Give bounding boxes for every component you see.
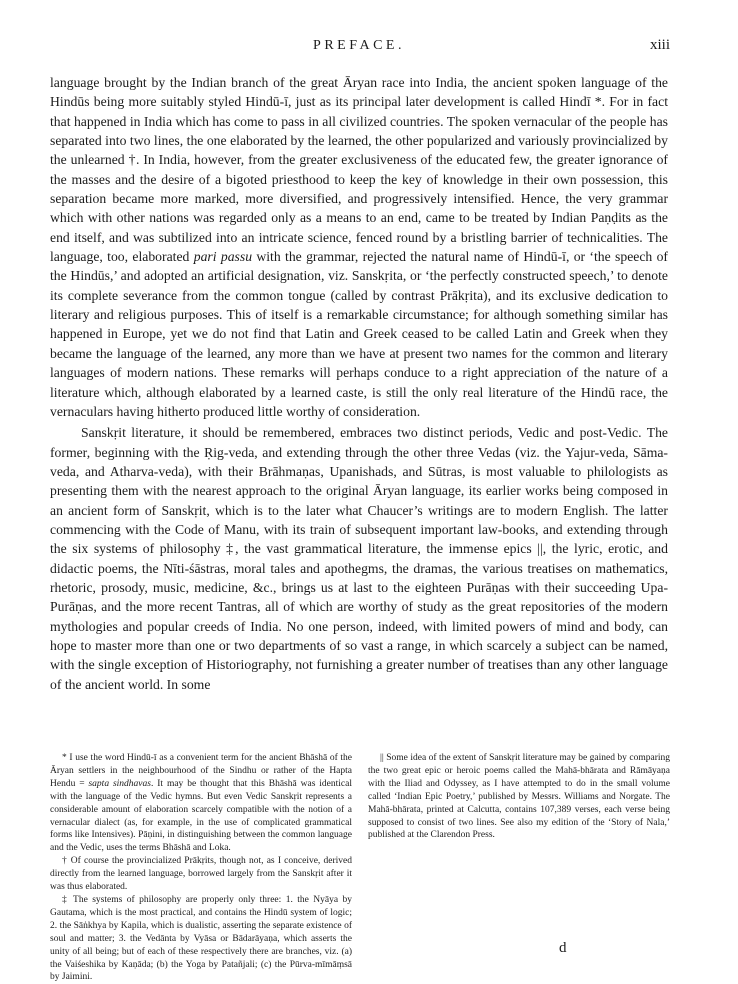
footnote-1-italic: sapta sindhavas [88,778,151,789]
paragraph-1 [50,73,668,421]
paragraph-1-text-a: language brought by the Indian branch of the great Āryan race into India, the ancient spoken language of the Hindūs being more suitably styled Hindū-ī, just as its principal later development is called Hindī *. For in fact that happened in India which has come to pass in all civilized countries. The spoken vernacular of the people has separated into two lines, the one elaborated by the learned, the other popularized and variously provincialized by the unlearned †. In India, however, from the greater exclusiveness of the educated few, the greater ignorance of the masses and the desire of a bigoted priesthood to keep the key of knowledge in their own possession, this separation became more marked, more diversified, and progressively intensified. Hence, the very grammar which with other nations was regarded only as a means to an end, came to be treated by Indian Paṇḍits as the end itself, and was subtilized into an intricate science, fenced round by a bristling barrier of technicalities. The language, too, elaborated [50,75,668,265]
footnote-4: || Some idea of the extent of Sanskṛit literature may be gained by comparing the two great epic or heroic poems called the Mahā-bhārata and Rāmāyaṇa with the Iliad and Odyssey, as I have attempted to do in the small volume called ‘Indian Epic Poetry,’ published by Messrs. Williams and Norgate. The Mahā-bhārata, printed at Calcutta, contains 107,389 verses, each verse being supposed to consist of two lines. See also my edition of the ‘Story of Nala,’ published at the Clarendon Press. [368,753,670,841]
footnote-1-text-b: . It may be thought that this Bhāshā was identical with the language of the Vedic hymns. But even Vedic Sanskṛit represents a considerable amount of elaboration scarcely compatible with the notion of a vernacular dialect (as, for example, in the use of complicated grammatical forms like Intensives). Pāṇini, in distinguishing between the common language and the Vedic, uses the terms Bhāshā and Loka. [50,778,352,854]
page-header [50,38,668,58]
page-number: xiii [649,37,670,53]
paragraph-1-italic: pari passu [193,249,253,265]
paragraph-2: Sanskṛit literature, it should be remembered, embraces two distinct periods, Vedic and post-Vedic. The former, beginning with the Ṛig-veda, and extending through the other three Vedas (viz. the Yajur-veda, Sāma-veda, and Atharva-veda), with their Brāhmaṇas, Upanishads, and Sūtras, is most valuable to philologists as presenting them with the nearest approach to the original Āryan language, its earlier works being composed in an ancient form of Sanskṛit, which is to the later what Chaucer’s writings are to modern English. The latter commencing with the Code of Manu, with its train of subsequent important law-books, and extending through the six systems of philosophy ‡, the vast grammatical literature, the immense epics ||, the lyric, erotic, and didactic poems, the Nīti-śāstras, moral tales and apothegms, the dramas, the various treatises on mathematics, rhetoric, prosody, music, medicine, &c., brings us at last to the eighteen Purāṇas with their succeeding Upa-Purāṇas, and the more recent Tantras, all of which are worthy of study as the great repositories of the modern mythologies and popular creeds of India. No one person, indeed, with limited powers of mind and body, can hope to master more than one or two departments of so vast a range, in which scarcely a subject can be named, with the single exception of Historiography, not furnishing a greater number of treatises than any other language of the ancient world. In some [50,425,668,692]
footnote-3: ‡ The systems of philosophy are properly only three: 1. the Nyāya by Gautama, which is the most practical, and contains the Hindū system of logic; 2. the Sāṅkhya by Kapila, which is dualistic, asserting the separate existence of soul and matter; 3. the Vedānta by Vyāsa or Bādarāyaṇa, which asserts the unity of all being; but of each of these respectively there are branches, viz. (a) the Vaiśeshika by Kaṇāda; (b) the Yoga by Patañjali; (c) the Pūrva-mīmāṃsā by Jaimini. [50,894,352,983]
footnote-1-text-a: * I use the word Hindū-ī as a convenient term for the ancient Bhāshā of the Āryan settlers in the neighbourhood of the Sindhu or rather of the Hapta Hendu = [50,753,352,789]
footnotes-right-column [368,752,670,984]
main-text [50,73,668,694]
footnotes [50,752,670,984]
footnotes-left-column [50,752,352,984]
running-title: PREFACE. [313,38,405,53]
signature-mark: d [559,940,567,956]
paragraph-1-text-b: with the grammar, rejected the natural name of Hindū-ī, or ‘the speech of the Hindūs,’ and adopted an artificial designation, viz. Sanskṛita, or ‘the perfectly constructed speech,’ to denote its complete severance from the common tongue (called by contrast Prākṛita), and its exclusive dedication to literary and religious purposes. This of itself is a remarkable circumstance; for although something similar has happened in Europe, yet we do not find that Latin and Greek ceased to be called Latin and Greek when they became the language of the learned, any more than we have at present two names for the common and literary languages of modern nations. These remarks will perhaps conduce to a right appreciation of the nature of a literature which, although elaborated by a learned caste, is still the only real literature of the Hindū race, the vernaculars having hitherto produced little worthy of consideration. [50,249,668,419]
footnote-1 [50,752,352,855]
footnote-2: † Of course the provincialized Prākṛits, though not, as I conceive, derived directly from the learned language, borrowed largely from the Sanskṛit after it was thus elaborated. [50,856,352,893]
